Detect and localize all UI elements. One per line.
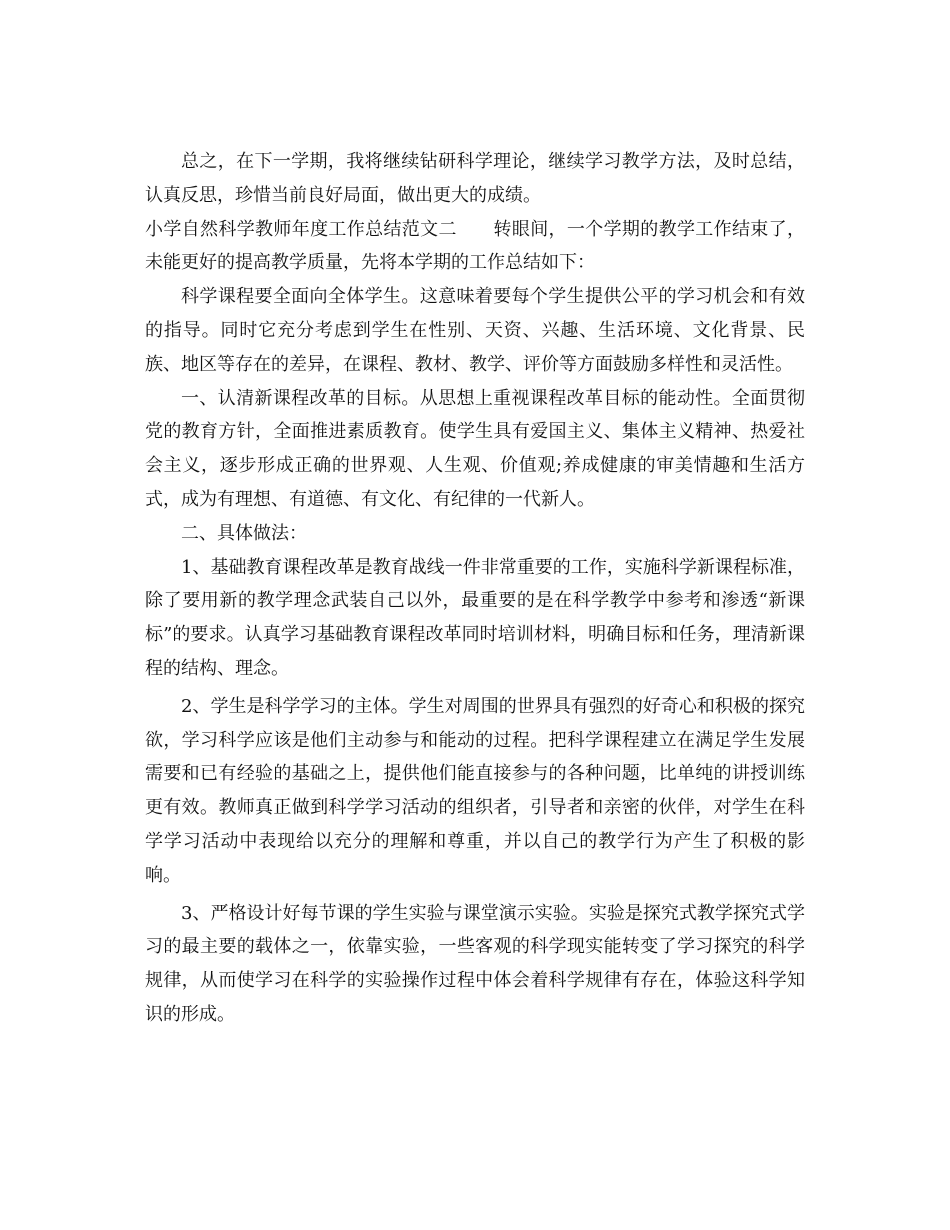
paragraph-item-1: 1、基础教育课程改革是教育战线一件非常重要的工作，实施科学新课程标准，除了要用新的教学理念武装自己以外，最重要的是在科学教学中参考和渗透“新课标”的要求。认真学习基础教育课程改革同时培训材料，明确目标和任务，理清新课程的结构、理念。 — [145, 556, 805, 679]
paragraph-curriculum: 科学课程要全面向全体学生。这意味着要每个学生提供公平的学习机会和有效的指导。同时它充分考虑到学生在性别、天资、兴趣、生活环境、文化背景、民族、地区等存在的差异，在课程、教材、教学、评价等方面鼓励多样性和灵活性。 — [145, 286, 805, 375]
paragraph-goal: 一、认清新课程改革的目标。从思想上重视课程改革目标的能动性。全面贯彻党的教育方针，全面推进素质教育。使学生具有爱国主义、集体主义精神、热爱社会主义，逐步形成正确的世界观、人生观、价值观;养成健康的审美情趣和生活方式，成为有理想、有道德、有文化、有纪律的一代新人。 — [145, 387, 805, 510]
paragraph-item-2: 2、学生是科学学习的主体。学生对周围的世界具有强烈的好奇心和积极的探究欲，学习科学应该是他们主动参与和能动的过程。把科学课程建立在满足学生发展需要和已有经验的基础之上，提供他们能直接参与的各种问题，比单纯的讲授训练更有效。教师真正做到科学学习活动的组织者，引导者和亲密的伙伴，对学生在科学学习活动中表现给以充分的理解和尊重，并以自己的教学行为产生了积极的影响。 — [145, 695, 805, 886]
paragraph-item-3: 3、严格设计好每节课的学生实验与课堂演示实验。实验是探究式教学探究式学习的最主要的载体之一，依靠实验，一些客观的科学现实能转变了学习探究的科学规律，从而使学习在科学的实验操作过程中体会着科学规律有存在，体验这科学知识的形成。 — [145, 902, 805, 1025]
paragraph-conclusion: 总之，在下一学期，我将继续钻研科学理论，继续学习教学方法，及时总结，认真反思，珍惜当前良好局面，做出更大的成绩。 — [145, 151, 805, 206]
paragraph-section-title: 小学自然科学教师年度工作总结范文二 转眼间，一个学期的教学工作结束了，未能更好的提高教学质量，先将本学期的工作总结如下： — [145, 218, 805, 274]
paragraph-methods-heading: 二、具体做法： — [181, 522, 307, 544]
